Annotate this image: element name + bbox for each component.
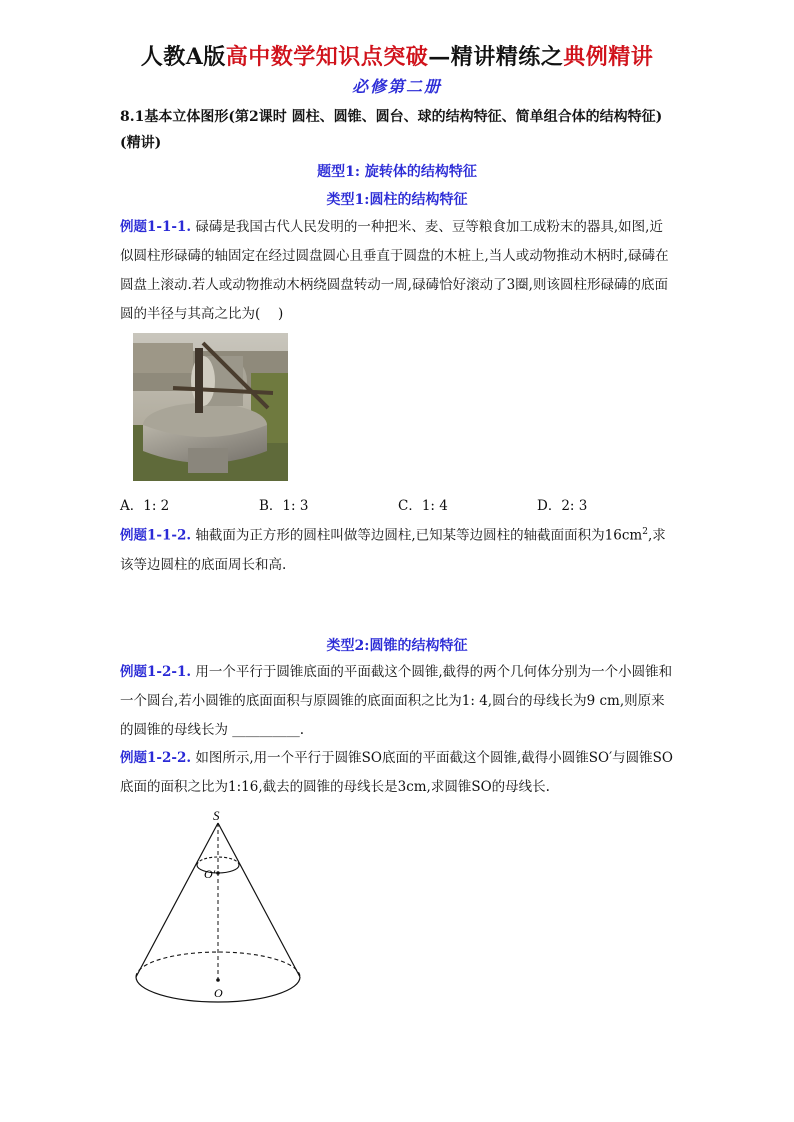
- choice-c[interactable]: C．1: 4: [398, 498, 448, 514]
- cone-right-edge: [218, 823, 300, 977]
- title-part-topic: 高中数学知识点突破: [225, 44, 429, 70]
- example-text: 轴截面为正方形的圆柱叫做等边圆柱,已知某等边圆柱的轴截面面积为16cm: [195, 527, 643, 544]
- cone-left-edge: [136, 823, 218, 977]
- example-label: 例题1-1-1.: [120, 219, 192, 235]
- small-center-point: [216, 871, 220, 875]
- example-text-cont: ,求该等边圆柱的底面周长和高.: [120, 527, 666, 573]
- choice-b[interactable]: B．1: 3: [259, 498, 309, 514]
- title-part-publisher: 人教A版: [140, 44, 226, 70]
- choice-d[interactable]: D．2: 3: [537, 498, 588, 514]
- example-1-1-1: [120, 213, 675, 329]
- cone-diagram: [128, 805, 313, 1005]
- example-label: 例题1-1-2.: [120, 527, 192, 544]
- example-text: 如图所示,用一个平行于圆锥SO底面的平面截这个圆锥,截得小圆锥SO′与圆锥SO底面的面积之比为1:16,截去的圆锥的母线长是3cm,求圆锥SO的母线长.: [120, 750, 673, 795]
- example-text: 用一个平行于圆锥底面的平面截这个圆锥,截得的两个几何体分别为一个小圆锥和一个圆台,若小圆锥的底面面积与原圆锥的底面面积之比为1: 4,圆台的母线长为9 cm,则原来的圆锥的母线长为 __________.: [120, 664, 673, 738]
- page-subtitle: 必修第二册: [351, 77, 442, 96]
- title-part-series: —精讲精练之: [428, 44, 564, 70]
- example-text: 碌碡是我国古代人民发明的一种把米、麦、豆等粮食加工成粉末的器具,如图,近似圆柱形碌碡的轴固定在经过圆盘圆心且垂直于圆盘的木桩上,当人或动物推动木柄时,碌碡在圆盘上滚动.若人或动物推动木柄绕圆盘转动一周,碌碡恰好滚动了3圈,则该圆柱形碌碡的底面圆的半径与其高之比为( ): [120, 219, 669, 322]
- base-center-label: O: [214, 986, 223, 1000]
- example-label: 例题1-2-1.: [120, 664, 192, 680]
- page-title: [0, 40, 794, 71]
- example-1-2-2: [120, 744, 675, 802]
- apex-label: S: [213, 808, 220, 823]
- small-center-label: O′: [204, 867, 216, 881]
- section-heading: 题型1: 旋转体的结构特征: [317, 164, 477, 180]
- example-label: 例题1-2-2.: [120, 750, 192, 766]
- type-heading-cone: 类型2:圆锥的结构特征: [326, 638, 468, 654]
- base-center-point: [216, 978, 220, 982]
- stone-roller-photo: [133, 333, 288, 481]
- choice-a[interactable]: A．1: 2: [120, 498, 170, 514]
- superscript: 2: [642, 527, 648, 537]
- example-1-2-1: [120, 658, 675, 745]
- example-1-1-2: [120, 518, 675, 580]
- lesson-title: 8.1基本立体图形(第2课时 圆柱、圆锥、圆台、球的结构特征、简单组合体的结构特征) (精讲): [120, 109, 663, 151]
- type-heading-cylinder: 类型1:圆柱的结构特征: [326, 192, 468, 208]
- title-part-focus: 典例精讲: [563, 44, 654, 70]
